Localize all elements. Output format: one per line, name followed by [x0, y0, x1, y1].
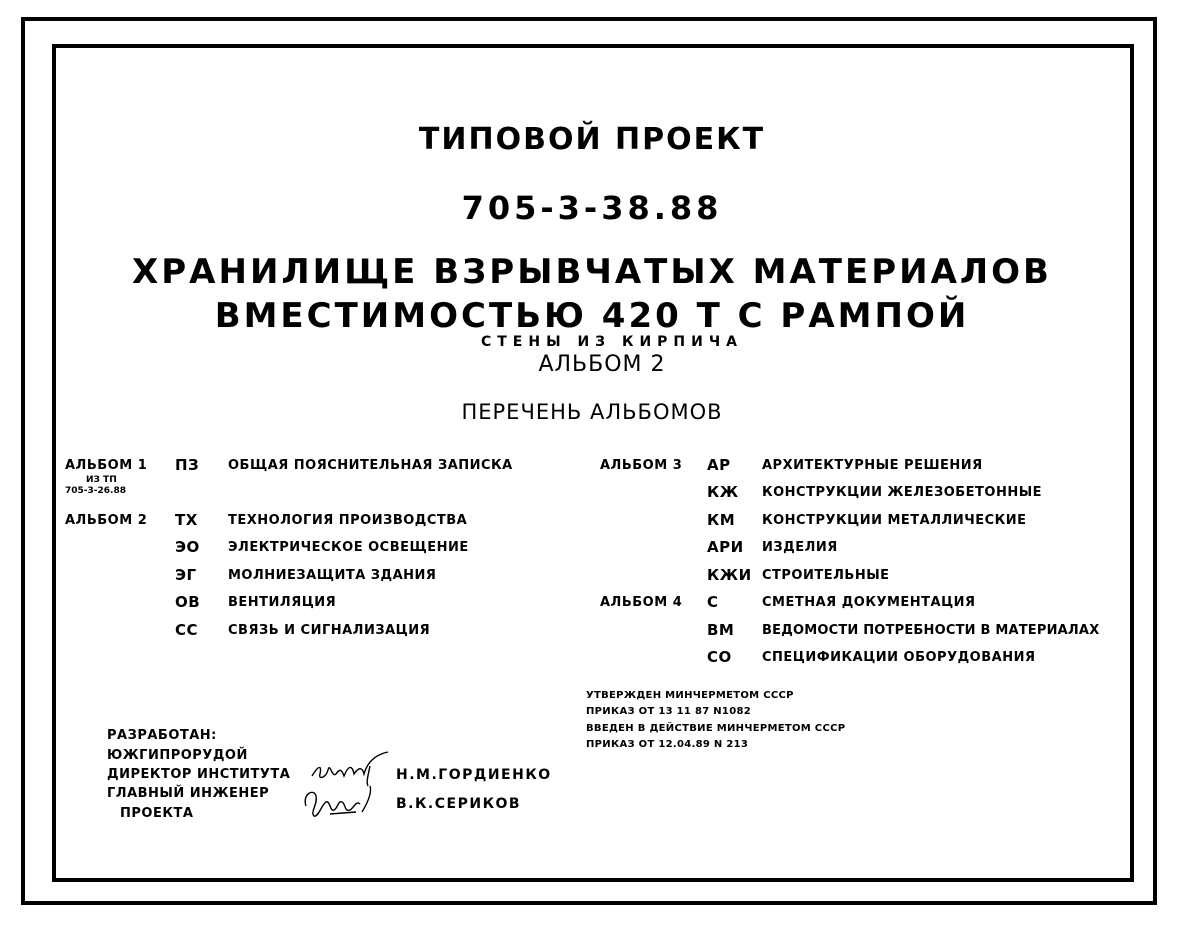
chief-engineer-name: В.К.СЕРИКОВ — [396, 796, 522, 812]
album-code: АР — [707, 456, 731, 474]
album-code: ВМ — [707, 621, 735, 639]
album-description: КОНСТРУКЦИИ ЖЕЛЕЗОБЕТОННЫЕ — [762, 485, 1043, 500]
album-label: АЛЬБОМ 3 — [600, 458, 683, 473]
album-code: КМ — [707, 511, 736, 529]
project-number: 705-3-38.88 — [461, 189, 723, 227]
album-description: СПЕЦИФИКАЦИИ ОБОРУДОВАНИЯ — [762, 650, 1036, 665]
album-code: ТХ — [175, 511, 198, 529]
album-code: АРИ — [707, 538, 744, 556]
album1-source-note: ИЗ ТП — [86, 475, 117, 485]
album-description: МОЛНИЕЗАЩИТА ЗДАНИЯ — [228, 568, 437, 583]
chief-engineer-label-cont: ПРОЕКТА — [120, 806, 194, 821]
walls-subtitle: СТЕНЫ ИЗ КИРПИЧА — [480, 334, 744, 350]
album-code: ОВ — [175, 593, 201, 611]
album-description: СТРОИТЕЛЬНЫЕ — [762, 568, 890, 583]
album-label: АЛЬБОМ 2 — [65, 513, 148, 528]
approval-order-line: ПРИКАЗ ОТ 13 11 87 N1082 — [586, 706, 751, 717]
enactment-order-line: ПРИКАЗ ОТ 12.04.89 N 213 — [586, 739, 749, 750]
chief-engineer-signature — [300, 782, 380, 822]
album-list-heading: ПЕРЕЧЕНЬ АЛЬБОМОВ — [461, 400, 723, 424]
director-label: ДИРЕКТОР ИНСТИТУТА — [107, 767, 291, 782]
album-description: КОНСТРУКЦИИ МЕТАЛЛИЧЕСКИЕ — [762, 513, 1027, 528]
album-code: ПЗ — [175, 456, 200, 474]
album-description: ОБЩАЯ ПОЯСНИТЕЛЬНАЯ ЗАПИСКА — [228, 458, 513, 473]
director-name: Н.М.ГОРДИЕНКО — [396, 767, 552, 783]
approval-line: УТВЕРЖДЕН МИНЧЕРМЕТОМ СССР — [586, 690, 794, 701]
album-description: АРХИТЕКТУРНЫЕ РЕШЕНИЯ — [762, 458, 983, 473]
album-code: С — [707, 593, 719, 611]
album-label: АЛЬБОМ 4 — [600, 595, 683, 610]
album-code: КЖИ — [707, 566, 752, 584]
album-description: ТЕХНОЛОГИЯ ПРОИЗВОДСТВА — [228, 513, 468, 528]
album1-source-number: 705-3-26.88 — [65, 486, 126, 496]
album-description: СМЕТНАЯ ДОКУМЕНТАЦИЯ — [762, 595, 976, 610]
album-description: ВЕНТИЛЯЦИЯ — [228, 595, 337, 610]
album-label: АЛЬБОМ 1 — [65, 458, 148, 473]
doc-type-title: ТИПОВОЙ ПРОЕКТ — [418, 122, 766, 157]
project-name-line1: ХРАНИЛИЩЕ ВЗРЫВЧАТЫХ МАТЕРИАЛОВ — [132, 252, 1052, 292]
developer-org: ЮЖГИПРОРУДОЙ — [107, 748, 248, 763]
album-code: КЖ — [707, 483, 739, 501]
developer-label: РАЗРАБОТАН: — [107, 728, 217, 743]
chief-engineer-label: ГЛАВНЫЙ ИНЖЕНЕР — [107, 786, 270, 801]
album-code: ЭГ — [175, 566, 197, 584]
enactment-line: ВВЕДЕН В ДЕЙСТВИЕ МИНЧЕРМЕТОМ СССР — [586, 723, 846, 734]
album-description: СВЯЗЬ И СИГНАЛИЗАЦИЯ — [228, 623, 431, 638]
album-description: ИЗДЕЛИЯ — [762, 540, 838, 555]
album-code: ЭО — [175, 538, 200, 556]
album-number: АЛЬБОМ 2 — [538, 352, 666, 377]
album-code: СО — [707, 648, 732, 666]
album-description: ВЕДОМОСТИ ПОТРЕБНОСТИ В МАТЕРИАЛАХ — [762, 623, 1100, 638]
project-name-line2: ВМЕСТИМОСТЬЮ 420 Т С РАМПОЙ — [214, 296, 970, 336]
album-code: СС — [175, 621, 199, 639]
album-description: ЭЛЕКТРИЧЕСКОЕ ОСВЕЩЕНИЕ — [228, 540, 469, 555]
